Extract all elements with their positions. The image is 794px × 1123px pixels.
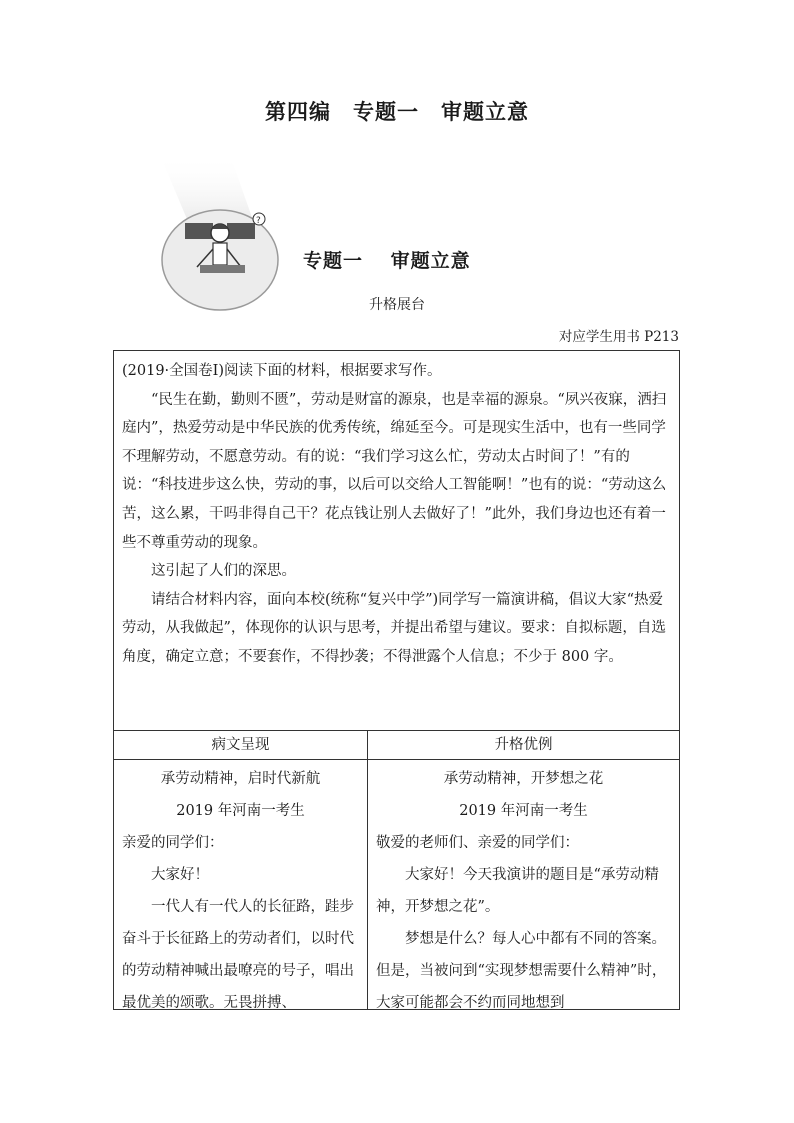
column-header-original: 病文呈现 (211, 737, 270, 753)
section-label: 升格展台 (369, 297, 425, 313)
essay-greeting: 大家好！ (151, 867, 209, 883)
essay-author: 2019 年河南一考生 (459, 803, 588, 819)
essay-author: 2019 年河南一考生 (176, 803, 305, 819)
book-reference: 对应学生用书 P213 (558, 329, 679, 345)
chapter-heading: 专题一 审题立意 (303, 250, 471, 272)
essay-salutation: 亲爱的同学们： (122, 835, 224, 851)
essay-body: 一代人有一代人的长征路，跬步奋斗于长征路上的劳动者们，以时代的劳动精神喊出最嘹亮的号子，唱出最优美的颂歌。无畏拼搏、 (122, 899, 354, 1011)
improved-essay-column (368, 731, 679, 1019)
essay-greeting: 大家好！今天我演讲的题目是“承劳动精神，开梦想之花”。 (376, 867, 659, 915)
original-essay-column (114, 731, 367, 1019)
prompt-paragraph: “民生在勤，勤则不匮”，劳动是财富的源泉，也是幸福的源泉。“夙兴夜寐，洒扫庭内”，热爱劳动是中华民族的优秀传统，绵延至今。可是现实生活中，也有一些同学不理解劳动，不愿意劳动。有的说：“我们学习这么忙，劳动太占时间了！”有的说：“科技进步这么快，劳动的事，以后可以交给人工智能啊！”也有的说：“劳动这么苦，这么累，干吗非得自己干？花点钱让别人去做好了！”此外，我们身边也还有着一些不尊重劳动的现象。 (122, 391, 667, 551)
chapter-illustration (145, 155, 295, 315)
essay-body: 梦想是什么？每人心中都有不同的答案。但是，当被问到“实现梦想需要什么精神”时，大家可能都会不约而同地想到 (376, 931, 667, 1011)
prompt-cell (114, 351, 679, 731)
essay-title: 承劳动精神，开梦想之花 (443, 771, 604, 787)
prompt-paragraph: 请结合材料内容，面向本校(统称“复兴中学”)同学写一篇演讲稿，倡议大家“热爱劳动，从我做起”，体现你的认识与思考，并提出希望与建议。要求：自拟标题，自选角度，确定立意；不要套作，不得抄袭；不得泄露个人信息；不少于 800 字。 (122, 591, 666, 665)
prompt-paragraph: 这引起了人们的深思。 (151, 563, 296, 580)
essay-title: 承劳动精神，启时代新航 (160, 771, 321, 787)
column-header-improved: 升格优例 (494, 737, 553, 753)
svg-text:?: ? (256, 216, 261, 226)
essay-salutation: 敬爱的老师们、亲爱的同学们： (376, 835, 579, 851)
content-table (113, 350, 680, 1010)
prompt-source: (2019·全国卷Ⅰ)阅读下面的材料，根据要求写作。 (122, 363, 442, 379)
page-title: 第四编 专题一 审题立意 (265, 99, 529, 124)
